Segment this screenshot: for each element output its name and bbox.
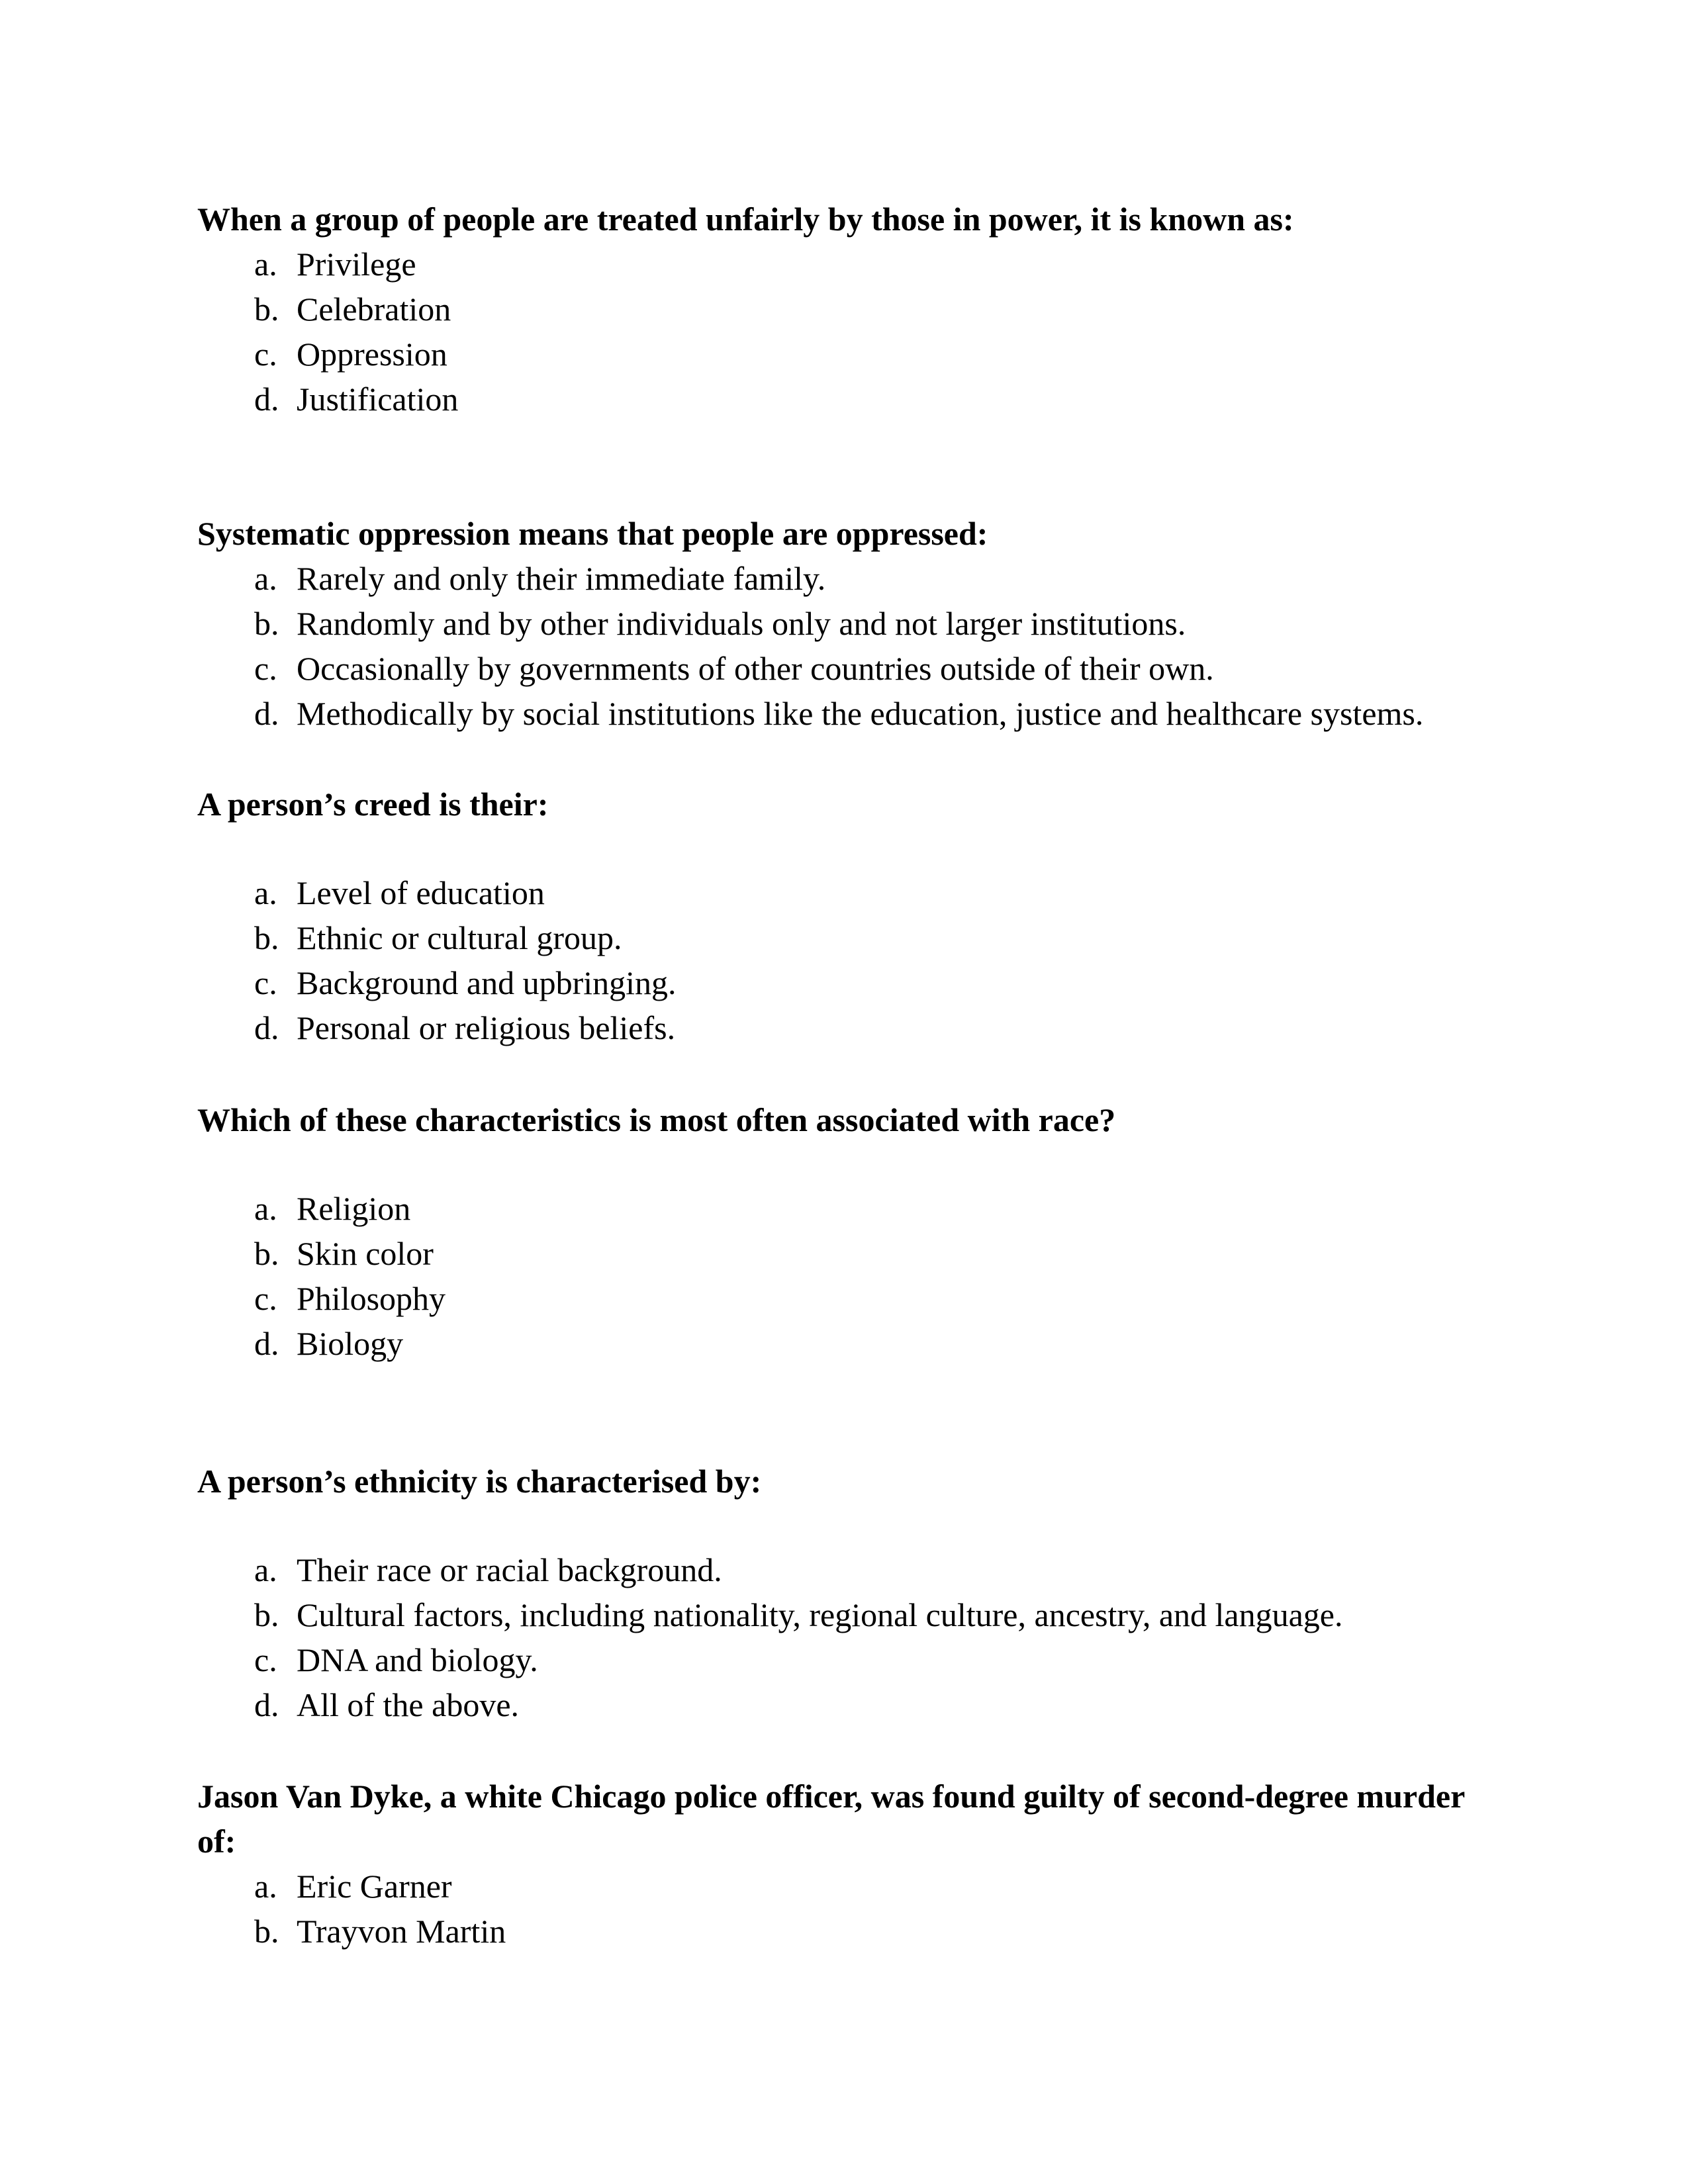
question-3 <box>197 782 1508 1050</box>
question-3-option-c <box>197 960 1508 1005</box>
option-text: Biology <box>297 1325 404 1362</box>
option-text: Cultural factors, including nationality, regional culture, ancestry, and language. <box>297 1596 1343 1633</box>
option-letter: a. <box>254 1868 277 1905</box>
question-1-option-a <box>197 242 1508 287</box>
option-text: Ethnic or cultural group. <box>297 919 622 956</box>
option-letter: c. <box>254 650 277 687</box>
option-text: DNA and biology. <box>297 1641 538 1678</box>
question-2 <box>197 511 1508 736</box>
question-2-option-d <box>197 691 1508 736</box>
option-letter: a. <box>254 246 277 283</box>
question-2-option-a <box>197 556 1508 601</box>
question-4-option-a <box>197 1186 1508 1231</box>
question-4-options <box>197 1186 1508 1366</box>
option-letter: b. <box>254 291 279 328</box>
question-3-option-a <box>197 870 1508 915</box>
question-5-option-a <box>197 1547 1508 1592</box>
question-2-option-c <box>197 646 1508 691</box>
option-text: Personal or religious beliefs. <box>297 1009 676 1046</box>
option-letter: a. <box>254 560 277 597</box>
option-letter: d. <box>254 1325 279 1362</box>
option-text: Their race or racial background. <box>297 1551 722 1588</box>
option-letter: b. <box>254 605 279 642</box>
question-5-text: A person’s ethnicity is characterised by: <box>197 1463 762 1500</box>
option-letter: c. <box>254 336 277 373</box>
question-4-option-c <box>197 1276 1508 1321</box>
question-2-option-b <box>197 601 1508 646</box>
question-1-option-c <box>197 332 1508 377</box>
option-letter: b. <box>254 1596 279 1633</box>
option-text: Randomly and by other individuals only and not larger institutions. <box>297 605 1186 642</box>
option-text: Skin color <box>297 1235 434 1272</box>
question-1-option-b <box>197 287 1508 332</box>
option-letter: a. <box>254 874 277 911</box>
option-letter: b. <box>254 919 279 956</box>
question-6-option-b <box>197 1909 1508 1954</box>
option-letter: b. <box>254 1235 279 1272</box>
question-2-text: Systematic oppression means that people are oppressed: <box>197 515 988 552</box>
option-text: Level of education <box>297 874 545 911</box>
question-6 <box>197 1774 1508 1954</box>
option-letter: d. <box>254 381 279 418</box>
question-5 <box>197 1459 1508 1727</box>
option-text: Trayvon Martin <box>297 1913 506 1950</box>
question-1 <box>197 197 1508 422</box>
question-3-text: A person’s creed is their: <box>197 786 549 823</box>
question-2-options <box>197 556 1508 736</box>
option-letter: d. <box>254 1686 279 1723</box>
question-1-option-d <box>197 377 1508 422</box>
question-4-option-d <box>197 1321 1508 1366</box>
option-text: Justification <box>297 381 459 418</box>
option-text: Background and upbringing. <box>297 964 677 1001</box>
question-6-text: Jason Van Dyke, a white Chicago police officer, was found guilty of second-degree murder of: <box>197 1778 1465 1860</box>
question-4 <box>197 1097 1508 1366</box>
option-text: Occasionally by governments of other countries outside of their own. <box>297 650 1214 687</box>
option-text: Philosophy <box>297 1280 446 1317</box>
option-letter: a. <box>254 1551 277 1588</box>
option-text: Celebration <box>297 291 451 328</box>
option-letter: a. <box>254 1190 277 1227</box>
option-letter: b. <box>254 1913 279 1950</box>
option-text: Rarely and only their immediate family. <box>297 560 826 597</box>
option-text: Methodically by social institutions like the education, justice and healthcare systems. <box>297 695 1424 732</box>
option-text: Privilege <box>297 246 416 283</box>
option-letter: d. <box>254 1009 279 1046</box>
question-3-option-b <box>197 915 1508 960</box>
option-letter: c. <box>254 964 277 1001</box>
option-letter: c. <box>254 1280 277 1317</box>
question-1-options <box>197 242 1508 422</box>
question-5-option-b <box>197 1592 1508 1637</box>
question-4-text: Which of these characteristics is most often associated with race? <box>197 1101 1116 1138</box>
question-1-text: When a group of people are treated unfairly by those in power, it is known as: <box>197 201 1294 238</box>
question-4-option-b <box>197 1231 1508 1276</box>
option-letter: c. <box>254 1641 277 1678</box>
question-3-option-d <box>197 1005 1508 1050</box>
option-text: Religion <box>297 1190 411 1227</box>
question-5-option-d <box>197 1682 1508 1727</box>
question-6-option-a <box>197 1864 1508 1909</box>
question-6-options <box>197 1864 1508 1954</box>
question-5-options <box>197 1547 1508 1727</box>
question-5-option-c <box>197 1637 1508 1682</box>
option-text: All of the above. <box>297 1686 520 1723</box>
option-letter: d. <box>254 695 279 732</box>
question-3-options <box>197 870 1508 1050</box>
option-text: Eric Garner <box>297 1868 452 1905</box>
option-text: Oppression <box>297 336 447 373</box>
